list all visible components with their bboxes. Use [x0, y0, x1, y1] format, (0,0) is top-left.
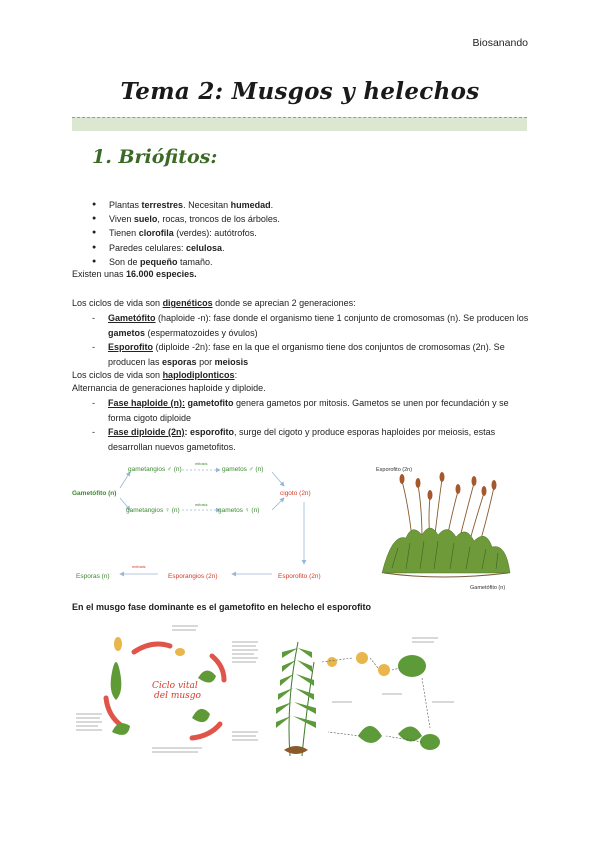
figure-caption: En el musgo fase dominante es el gametofito en helecho el esporofito — [72, 602, 372, 612]
moss-illustration — [372, 463, 518, 591]
list-item: ● Paredes celulares: celulosa. — [92, 241, 280, 255]
label-mitosis: mitosis — [195, 461, 208, 466]
label-mitosis: mitosis — [195, 502, 208, 507]
node-gametofito: Gametófito (n) — [72, 490, 117, 497]
list-item: ● Tienen clorofila (verdes): autótrofos. — [92, 226, 280, 240]
esporofito-item: - Esporofito (diploide -2n): fase en la que el organismo tiene dos conjuntos de cromosomas (2n). Se producen las esporas por meiosis — [92, 342, 505, 367]
node-gametos-m: gametos ♂ (n) — [222, 466, 264, 473]
page-title: Tema 2: Musgos y helechos — [120, 78, 480, 105]
gametofito-item: - Gametófito (haploide -n): fase donde el organismo tiene 1 conjunto de cromosomas (n). Se producen los gametos (espermatozoides y óvulos) — [92, 313, 529, 338]
alternation-line: Alternancia de generaciones haploide y diploide. — [72, 383, 266, 393]
node-esporangios: Esporangios (2n) — [168, 573, 218, 580]
label-gametofito: Gametófito (n) — [470, 585, 506, 591]
haplo-intro: Los ciclos de vida son haplodiplonticos: — [72, 370, 238, 380]
list-item: ● Son de pequeño tamaño. — [92, 255, 280, 269]
species-line: Existen unas 16.000 especies. — [72, 269, 197, 279]
node-esporas: Esporas (n) — [76, 573, 110, 580]
diploid-phase-item: - Fase diploide (2n): esporofito, surge del cigoto y produce esporas haploides por meiosis, estas desarrollan nuevos gametofitos. — [92, 427, 496, 452]
arrow — [272, 472, 284, 486]
arrow — [272, 498, 284, 510]
node-gametangios-m: gametangios ♂ (n) — [128, 466, 182, 473]
cycles-intro: Los ciclos de vida son digenéticos donde se aprecian 2 generaciones: — [72, 298, 356, 308]
fern-life-cycle-illustration — [262, 632, 457, 760]
list-item: ● Plantas terrestres. Necesitan humedad. — [92, 198, 280, 212]
brand: Biosanando — [472, 37, 528, 49]
label-esporofito: Esporofito (2n) — [376, 467, 413, 473]
arrow — [120, 472, 130, 488]
moss-life-cycle-illustration — [72, 622, 262, 762]
node-gametangios-f: gametangios ♀ (n) — [126, 507, 180, 514]
cycle-title: Ciclo vital — [152, 681, 198, 691]
cycle-title: del musgo — [154, 691, 201, 701]
node-esporofito: Esporofito (2n) — [278, 573, 321, 580]
node-cigoto: cigoto (2n) — [280, 490, 311, 497]
node-gametos-f: gametos ♀ (n) — [218, 507, 260, 514]
haploid-phase-item: - Fase haploide (n): gametofito genera gametos por mitosis. Gametos se unen por fecundación y se forma cigoto diploide — [92, 398, 509, 423]
title-divider — [72, 117, 527, 131]
life-cycle-diagram — [72, 458, 332, 588]
label-meiosis: meiosis — [132, 564, 146, 569]
section-heading: 1. Briófitos: — [92, 146, 218, 168]
traits-list — [92, 198, 280, 269]
list-item: ● Viven suelo, rocas, troncos de los árboles. — [92, 212, 280, 226]
